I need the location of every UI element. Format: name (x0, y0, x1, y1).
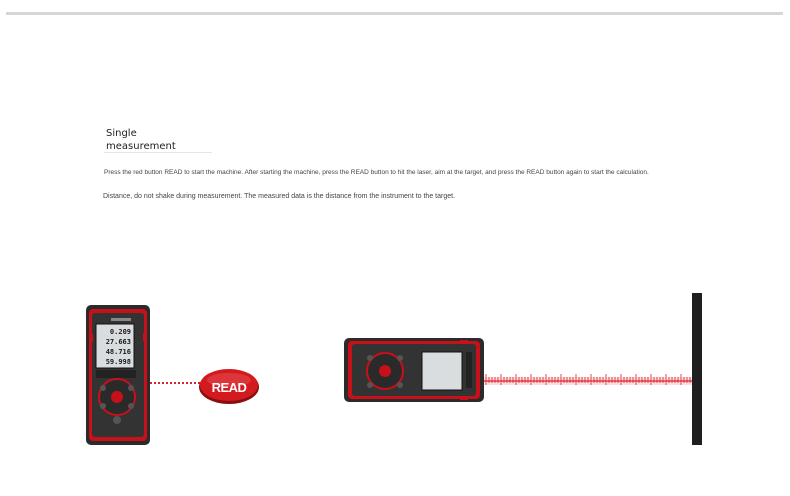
instruction-text: Press the red button READ to start the machine. After starting the machine, press the READ button to hit the laser, aim at the target, and press the READ button again to start the calculation. (104, 169, 649, 176)
laser-beam (484, 377, 693, 385)
screen-value-2: 27.663 (105, 338, 131, 346)
screen-value-1: 0.209 (109, 328, 131, 336)
laser-meter-front (86, 305, 150, 445)
screen-value-4: 59.998 (105, 358, 131, 366)
note-text: Distance, do not shake during measurement. The measured data is the distance from the instrument to the target. (103, 193, 456, 200)
screen-value-3: 48.716 (105, 348, 131, 356)
laser-meter-side (344, 338, 484, 402)
target-wall (692, 293, 702, 445)
section-title: Single measurement (106, 128, 176, 152)
read-button-label: READ (211, 380, 247, 395)
